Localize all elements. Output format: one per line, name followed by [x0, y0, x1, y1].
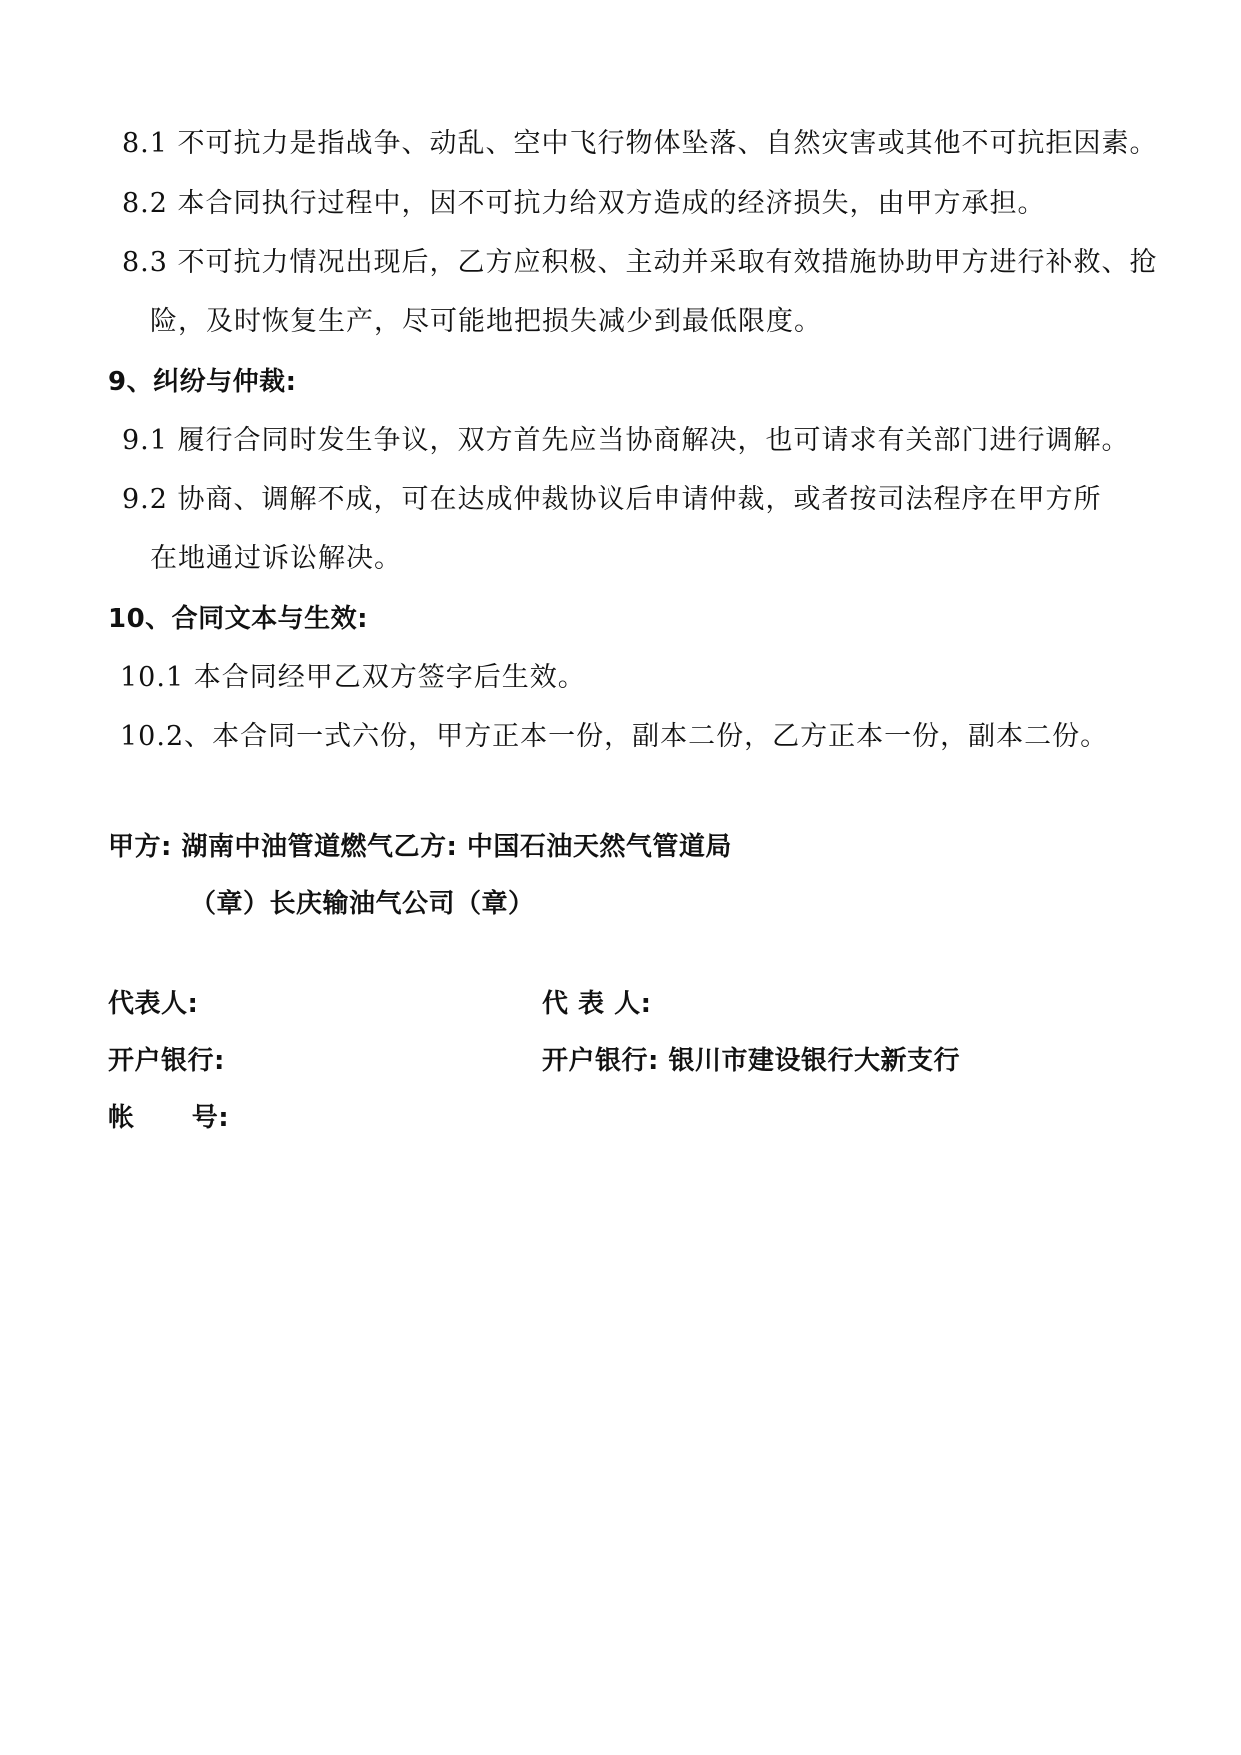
- party-a-representative: 代表人:: [108, 989, 199, 1019]
- section-9-heading: 9、纠纷与仲裁:: [108, 367, 297, 397]
- clause-8-2: 8.2 本合同执行过程中，因不可抗力给双方造成的经济损失，由甲方承担。: [122, 188, 1046, 219]
- seal-line: （章）长庆输油气公司（章）: [190, 889, 535, 919]
- party-b-representative: 代 表 人:: [542, 989, 652, 1019]
- clause-8-3-line-2: 险，及时恢复生产，尽可能地把损失减少到最低限度。: [150, 306, 822, 337]
- clause-9-2-line-2: 在地通过诉讼解决。: [150, 543, 402, 574]
- section-10-heading: 10、合同文本与生效:: [108, 604, 369, 634]
- clause-8-1: 8.1 不可抗力是指战争、动乱、空中飞行物体坠落、自然灾害或其他不可抗拒因素。: [122, 128, 1158, 159]
- clause-9-2-line-1: 9.2 协商、调解不成，可在达成仲裁协议后申请仲裁，或者按司法程序在甲方所: [122, 484, 1102, 515]
- clause-10-2: 10.2、本合同一式六份，甲方正本一份，副本二份，乙方正本一份，副本二份。: [120, 721, 1109, 752]
- clause-10-1: 10.1 本合同经甲乙双方签字后生效。: [120, 662, 586, 693]
- party-b-bank: 开户银行: 银川市建设银行大新支行: [542, 1046, 960, 1076]
- clause-9-1: 9.1 履行合同时发生争议，双方首先应当协商解决，也可请求有关部门进行调解。: [122, 425, 1130, 456]
- party-a-account: 帐 号:: [108, 1103, 230, 1133]
- parties-line: 甲方: 湖南中油管道燃气乙方: 中国石油天然气管道局: [108, 832, 732, 862]
- party-a-bank: 开户银行:: [108, 1046, 225, 1076]
- clause-8-3-line-1: 8.3 不可抗力情况出现后，乙方应积极、主动并采取有效措施协助甲方进行补救、抢: [122, 247, 1158, 278]
